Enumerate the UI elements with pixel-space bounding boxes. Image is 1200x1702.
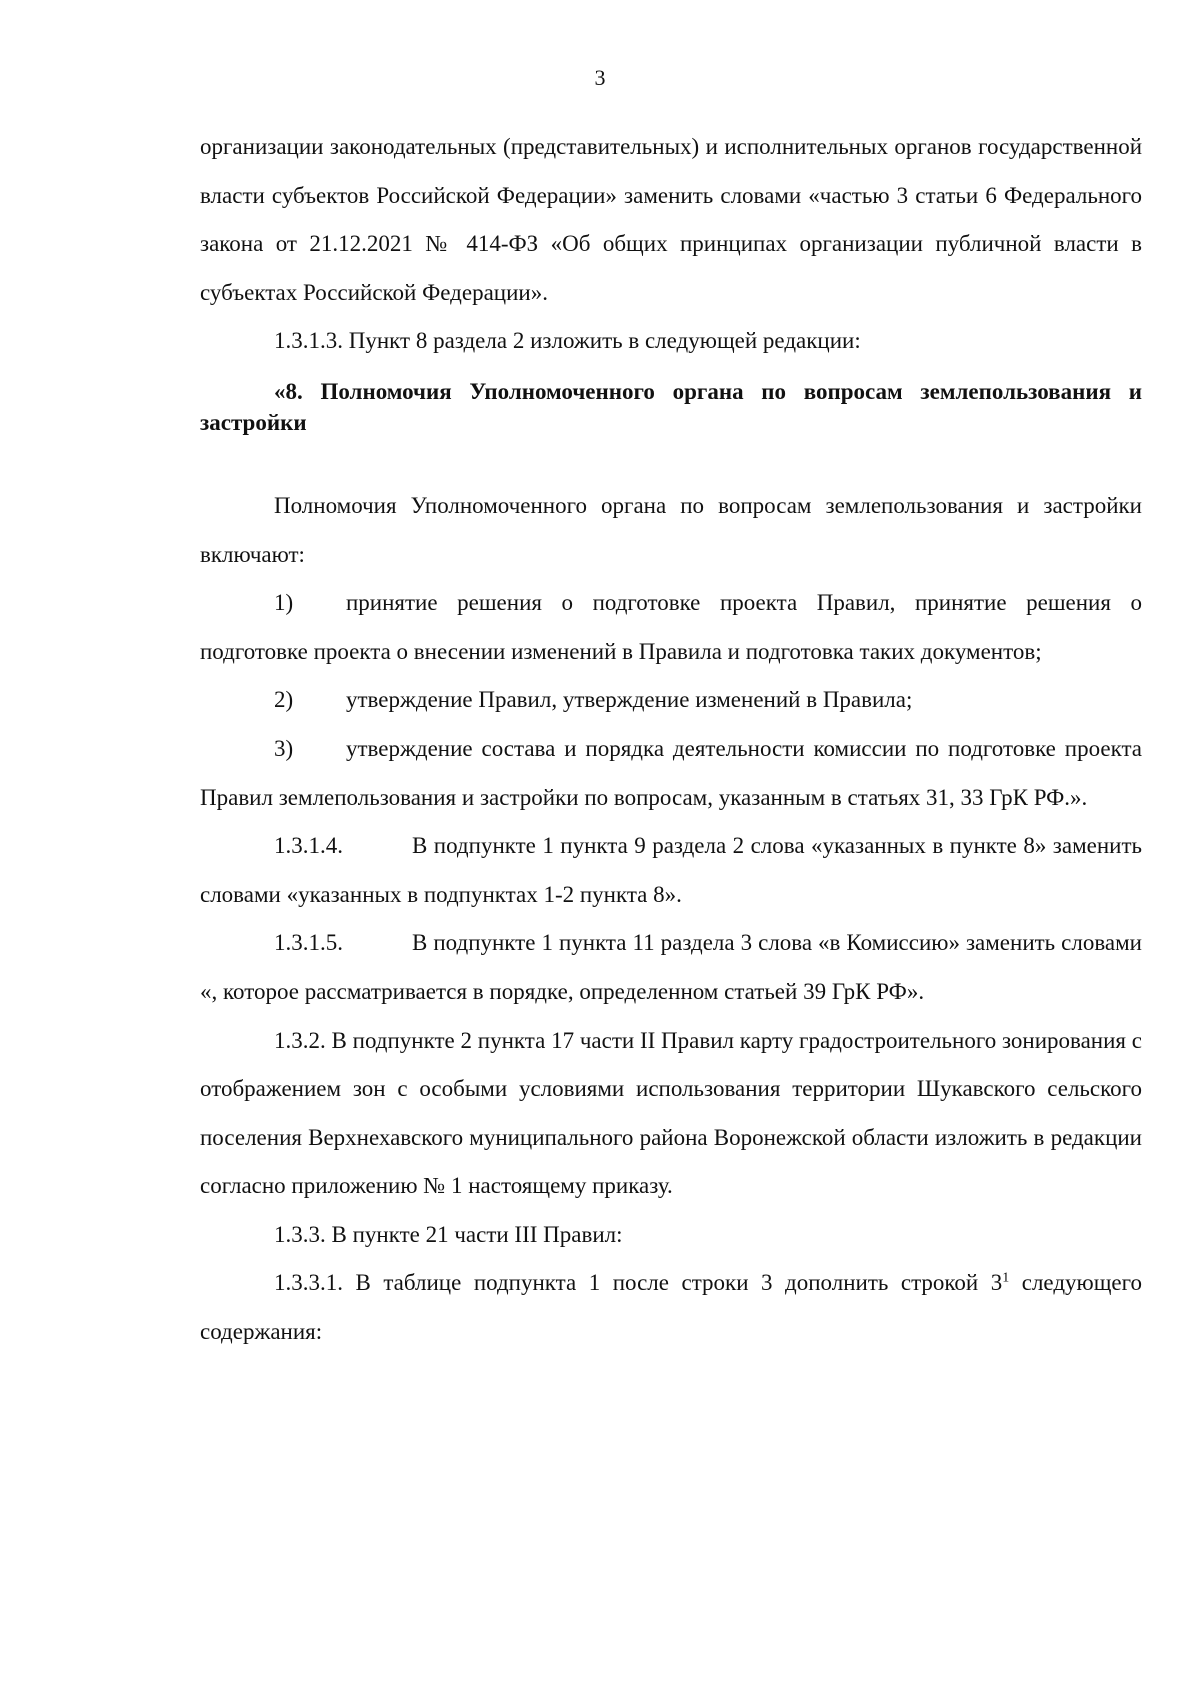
- paragraph-1-3-3-1: [200, 1259, 1142, 1356]
- list-item-1: [200, 579, 1142, 676]
- page-number: 3: [594, 65, 606, 90]
- paragraph-1-3-1-5: [200, 919, 1142, 1016]
- list-item-2: [200, 676, 1142, 725]
- list-item-3: [200, 725, 1142, 822]
- list-number: 2): [274, 687, 294, 713]
- document-body: [200, 123, 1142, 1357]
- paragraph-1-3-2: 1.3.2. В подпункте 2 пункта 17 части II Правил карту градостроительного зонирования с отображением зон с особыми условиями использования территории Шукавского сельского поселения Верхнехавского муниципального района Воронежской области изложить в редакции согласно приложению № 1 настоящему приказу.: [200, 1027, 1142, 1199]
- list-number: 3): [274, 735, 294, 761]
- list-number: 1): [274, 590, 294, 616]
- section-heading: «8. Полномочия Уполномоченного органа по вопросам землепользования и застройки: [200, 378, 1142, 435]
- clause-text: В подпункте 1 пункта 9 раздела 2 слова «указанных в пункте 8» заменить словами «указанных в подпунктах 1-2 пункта 8».: [200, 833, 1142, 907]
- paragraph-1-3-1-4: [200, 822, 1142, 919]
- paragraph-1-3-3: 1.3.3. В пункте 21 части III Правил:: [274, 1221, 623, 1247]
- superscript: 1: [1002, 1270, 1010, 1286]
- clause-text: В подпункте 1 пункта 11 раздела 3 слова «в Комиссию» заменить словами «, которое рассматривается в порядке, определенном статьей 39 ГрК РФ».: [200, 930, 1142, 1004]
- clause-text: 1.3.3.1. В таблице подпункта 1 после строки 3 дополнить строкой 3: [274, 1270, 1003, 1296]
- clause-text-end: следующего содержания:: [200, 1270, 1142, 1345]
- list-item-text: принятие решения о подготовке проекта Правил, принятие решения о подготовке проекта о внесении изменений в Правила и подготовка таких документов;: [200, 590, 1142, 664]
- list-item-text: утверждение Правил, утверждение изменений в Правила;: [346, 687, 913, 713]
- clause-number: 1.3.1.4.: [274, 833, 343, 859]
- clause-number: 1.3.1.5.: [274, 930, 343, 956]
- paragraph-1-3-1-3: 1.3.1.3. Пункт 8 раздела 2 изложить в следующей редакции:: [274, 328, 861, 354]
- paragraph-continuation: организации законодательных (представительных) и исполнительных органов государственной власти субъектов Российской Федерации» заменить словами «частью 3 статьи 6 Федерального закона от 21.12.2021 № 414-ФЗ «Об общих принципах организации публичной власти в субъектах Российской Федерации».: [200, 134, 1142, 305]
- paragraph-powers-intro: Полномочия Уполномоченного органа по вопросам землепользования и застройки включают:: [200, 492, 1142, 567]
- list-item-text: утверждение состава и порядка деятельности комиссии по подготовке проекта Правил землепользования и застройки по вопросам, указанным в статьях 31, 33 ГрК РФ.».: [200, 735, 1142, 810]
